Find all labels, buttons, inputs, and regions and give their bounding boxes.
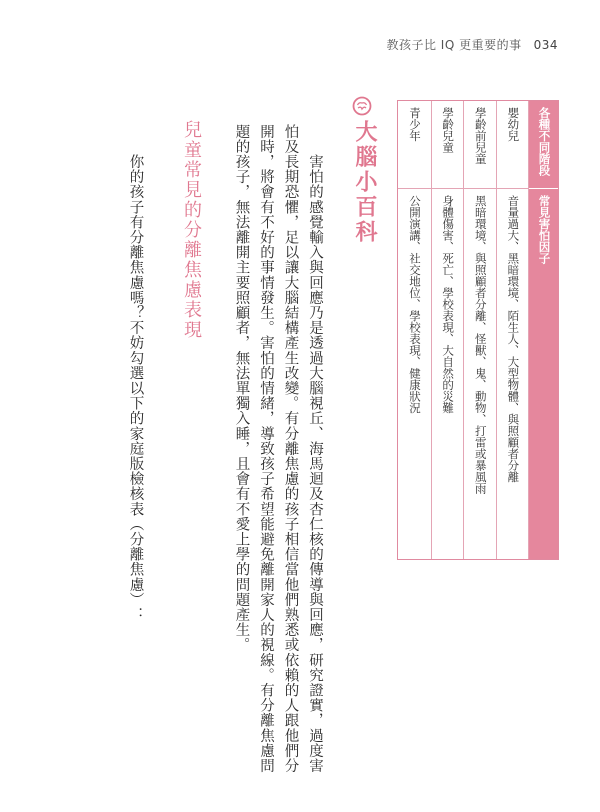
table-row xyxy=(398,101,431,559)
row-factors: 公開演講、社交地位、學校表現、健康狀況 xyxy=(408,195,423,414)
row-stage: 青少年 xyxy=(408,107,423,142)
page-number: 034 xyxy=(533,38,558,52)
row-stage: 學齡前兒童 xyxy=(473,107,488,165)
table-row xyxy=(496,101,529,559)
row-stage: 學齡兒童 xyxy=(441,107,456,153)
body-paragraph: 你的孩子有分離焦慮嗎？不妨勾選以下的家庭版檢核表（分離焦慮）： xyxy=(127,124,144,623)
row-factors: 身體傷害、死亡、學校表現、大自然的災難 xyxy=(441,195,456,414)
row-factors: 音量過大、黑暗環境、陌生人、大型物體、與照顧者分離 xyxy=(506,195,521,483)
running-header xyxy=(386,36,558,53)
table-row xyxy=(463,101,496,559)
row-stage: 嬰幼兒 xyxy=(506,107,521,142)
row-factors: 黑暗環境、與照顧者分離、怪獸、鬼、動物、打雷或暴風雨 xyxy=(473,195,488,494)
table-header-column xyxy=(528,101,558,559)
header-stage: 各種不同階段 xyxy=(537,107,552,176)
book-title: 教孩子比 IQ 更重要的事 xyxy=(386,38,522,52)
section-heading: 兒童常見的分離焦慮表現 xyxy=(181,120,202,340)
sidebar-title: 大腦小百科 xyxy=(352,120,377,245)
brain-icon xyxy=(352,96,372,116)
body-paragraph: 害怕的感覺輸入與回應乃是透過大腦視丘、海馬迴及杏仁核的傳導與回應，研究證實，過度害怕及長期恐懼，足以讓大腦結構產生改變。有分離焦慮的孩子相信當他們熟悉或依賴的人跟他們分開時，將會有不好的事情發生。害怕的情緒，導致孩子希望能避免離開家人的視線。有分離焦慮問題的孩子，無法離開主要照顧者，無法單獨入睡，且會有不愛上學的問題產生。 xyxy=(233,124,323,774)
header-factors: 常見害怕因子 xyxy=(537,195,552,264)
fear-factors-table xyxy=(397,100,559,560)
table-row xyxy=(431,101,464,559)
